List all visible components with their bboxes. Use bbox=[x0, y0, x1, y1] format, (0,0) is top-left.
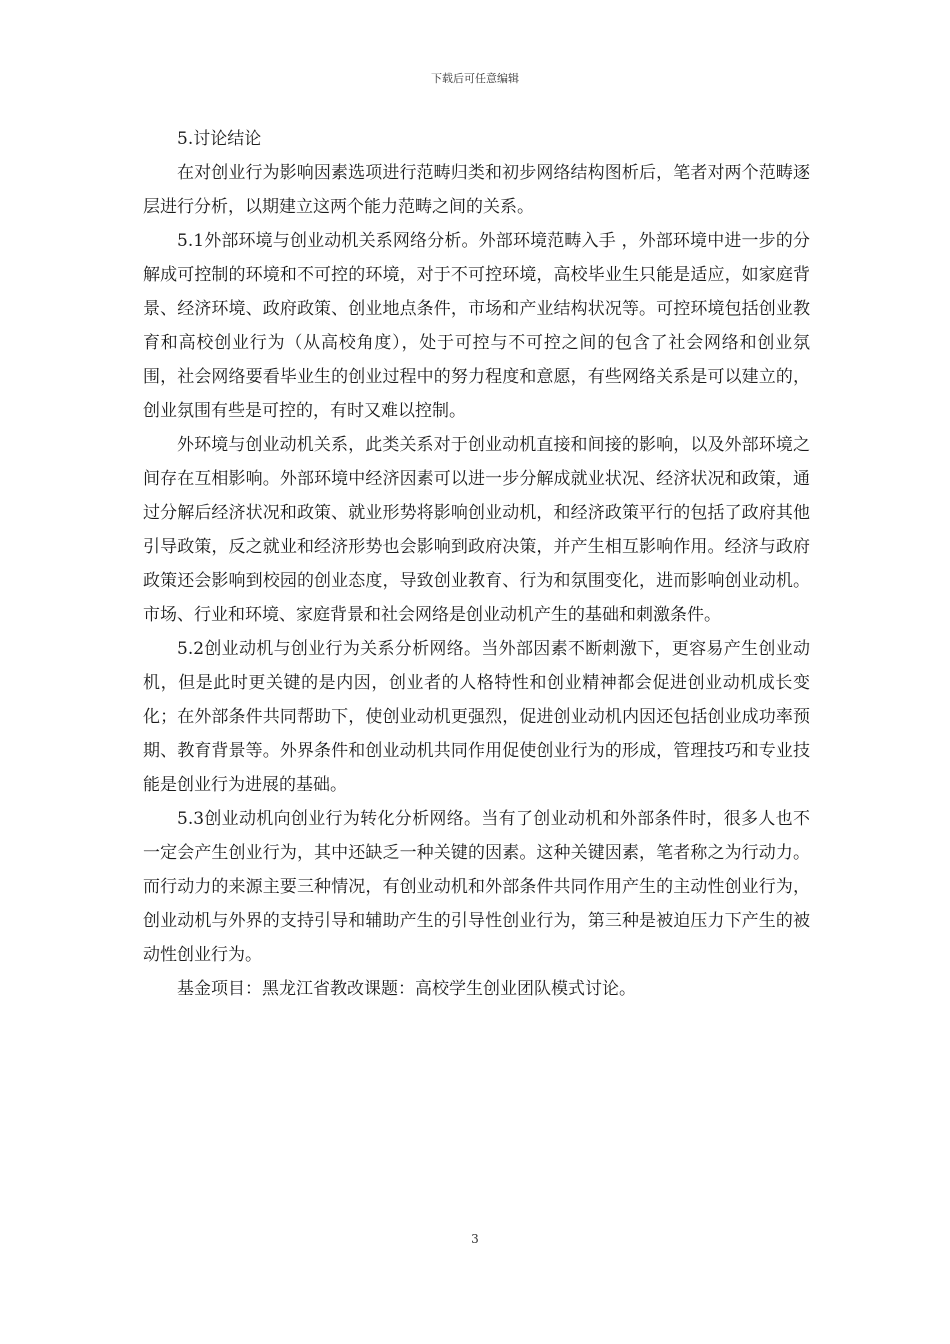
paragraph-intro: 在对创业行为影响因素选项进行范畴归类和初步网络结构图析后，笔者对两个范畴逐层进行分析，以期建立这两个能力范畴之间的关系。 bbox=[143, 163, 810, 217]
paragraph-5-2: 5.2创业动机与创业行为关系分析网络。当外部因素不断刺激下，更容易产生创业动机，但是此时更关键的是内因，创业者的人格特性和创业精神都会促进创业动机成长变化；在外部条件共同帮助下，使创业动机更强烈，促进创业动机内因还包括创业成功率预期、教育背景等。外界条件和创业动机共同作用促使创业行为的形成，管理技巧和专业技能是创业行为进展的基础。 bbox=[143, 639, 810, 795]
header-note: 下载后可任意编辑 bbox=[431, 72, 519, 85]
fund-note: 基金项目：黑龙江省教改课题：高校学生创业团队模式讨论。 bbox=[177, 979, 636, 999]
page-number: 3 bbox=[471, 1232, 479, 1246]
paragraph-5-3: 5.3创业动机向创业行为转化分析网络。当有了创业动机和外部条件时，很多人也不一定会产生创业行为，其中还缺乏一种关键的因素。这种关键因素，笔者称之为行动力。而行动力的来源主要三种情况，有创业动机和外部条件共同作用产生的主动性创业行为，创业动机与外界的支持引导和辅助产生的引导性创业行为，第三种是被迫压力下产生的被动性创业行为。 bbox=[143, 809, 810, 965]
paragraph-5-1-continued: 外环境与创业动机关系，此类关系对于创业动机直接和间接的影响，以及外部环境之间存在互相影响。外部环境中经济因素可以进一步分解成就业状况、经济状况和政策，通过分解后经济状况和政策、就业形势将影响创业动机，和经济政策平行的包括了政府其他引导政策，反之就业和经济形势也会影响到政府决策，并产生相互影响作用。经济与政府政策还会影响到校园的创业态度，导致创业教育、行为和氛围变化，进而影响创业动机。市场、行业和环境、家庭背景和社会网络是创业动机产生的基础和刺激条件。 bbox=[143, 435, 810, 625]
paragraph-5-1: 5.1外部环境与创业动机关系网络分析。外部环境范畴入手 ，外部环境中进一步的分解成可控制的环境和不可控的环境，对于不可控环境，高校毕业生只能是适应，如家庭背景、经济环境、政府政策、创业地点条件，市场和产业结构状况等。可控环境包括创业教育和高校创业行为（从高校角度），处于可控与不可控之间的包含了社会网络和创业氛围，社会网络要看毕业生的创业过程中的努力程度和意愿，有些网络关系是可以建立的，创业氛围有些是可控的，有时又难以控制。 bbox=[143, 231, 810, 421]
document-body bbox=[143, 122, 810, 1006]
section-heading: 5.讨论结论 bbox=[177, 129, 262, 149]
